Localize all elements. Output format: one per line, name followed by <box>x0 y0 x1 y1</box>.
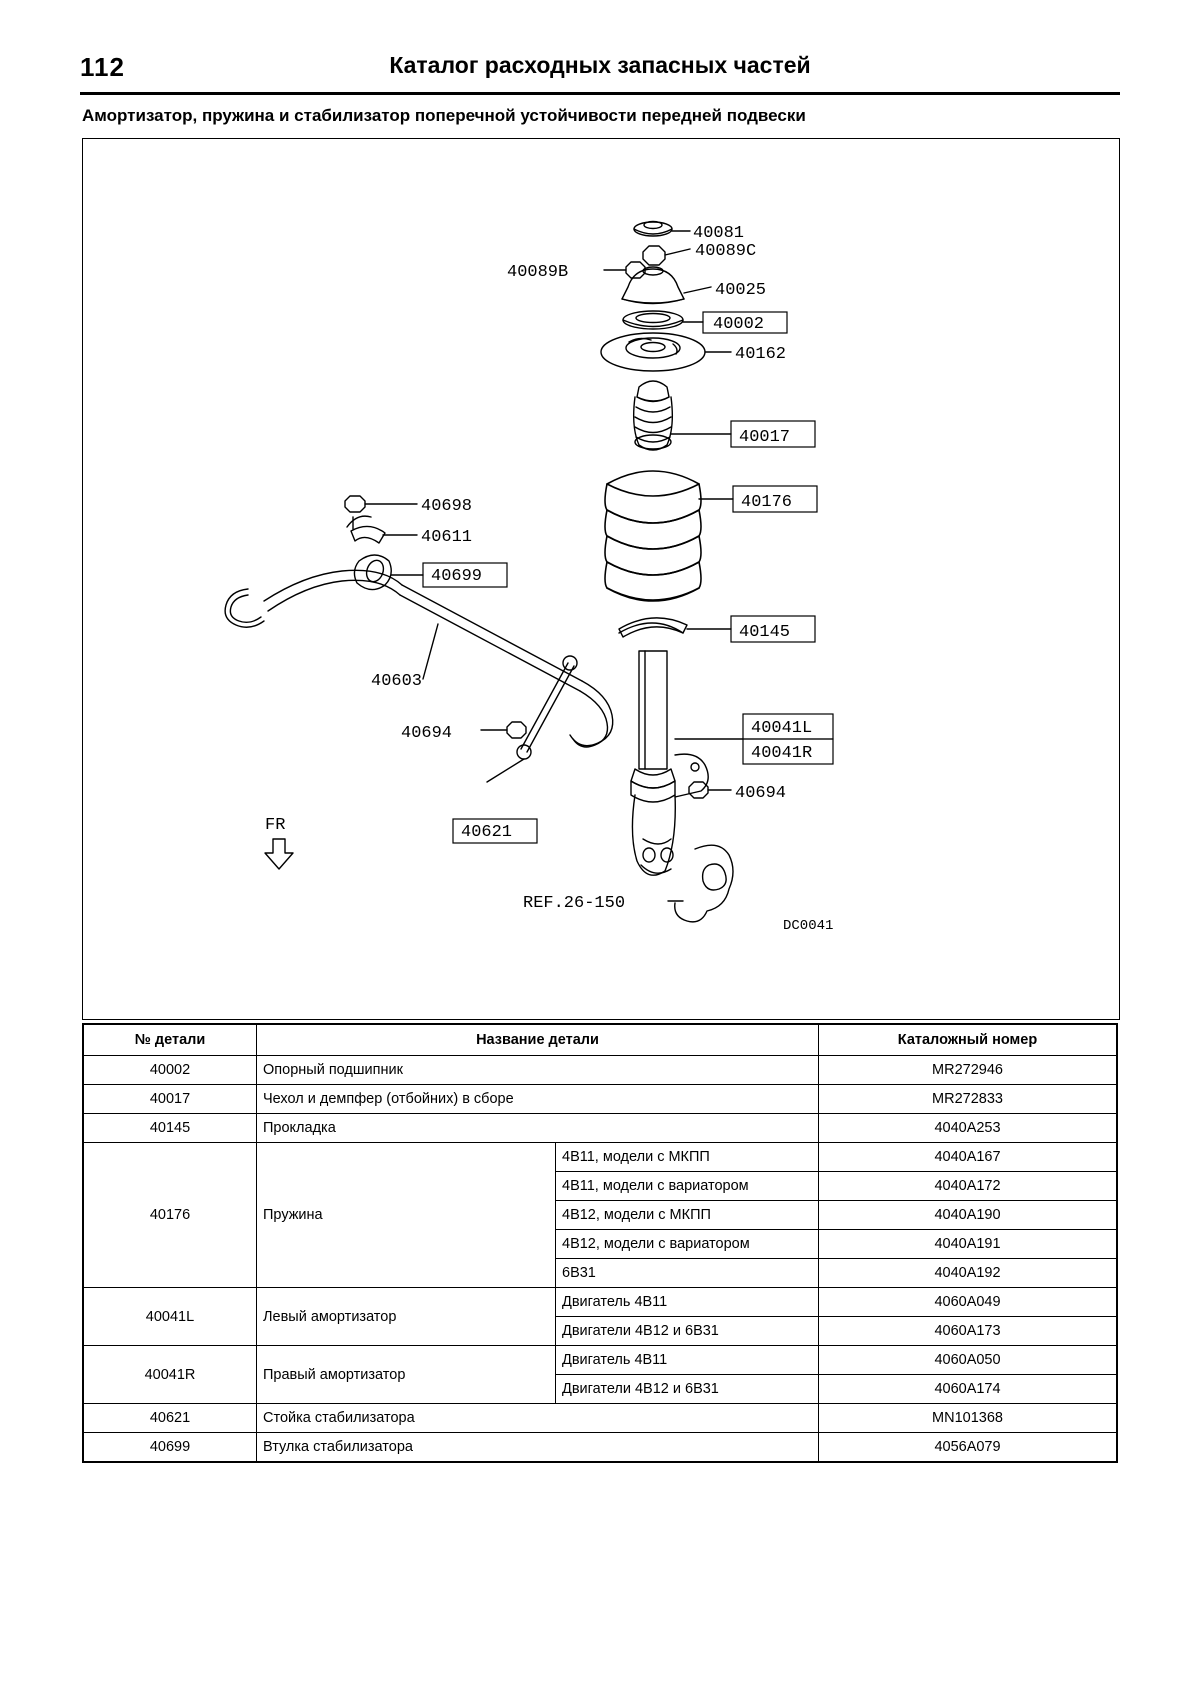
cell-part-no: 40699 <box>83 1433 257 1463</box>
svg-text:40017: 40017 <box>739 428 791 447</box>
col-header-catalog-no: Каталожный номер <box>819 1024 1118 1056</box>
table-row <box>83 1404 1117 1433</box>
cell-part-name: Левый амортизатор <box>257 1288 556 1346</box>
section-title: Амортизатор, пружина и стабилизатор поперечной устойчивости передней подвески <box>82 106 806 125</box>
svg-text:40603: 40603 <box>371 672 423 691</box>
cell-variant: 4В11, модели с вариатором <box>556 1172 819 1201</box>
table-row <box>83 1114 1117 1143</box>
cell-part-name: Втулка стабилизатора <box>257 1433 819 1463</box>
svg-text:FR: FR <box>265 816 286 835</box>
cell-catalog-no: MR272946 <box>819 1056 1118 1085</box>
svg-text:40041L: 40041L <box>751 719 813 738</box>
table-row <box>83 1346 1117 1375</box>
cell-variant: Двигатель 4В11 <box>556 1288 819 1317</box>
svg-text:40002: 40002 <box>713 315 765 334</box>
svg-text:40081: 40081 <box>693 224 745 243</box>
svg-text:40698: 40698 <box>421 497 473 516</box>
cell-part-no: 40176 <box>83 1143 257 1288</box>
table-header-row <box>83 1024 1117 1056</box>
cell-variant: 4В12, модели с МКПП <box>556 1201 819 1230</box>
cell-catalog-no: 4040A191 <box>819 1230 1118 1259</box>
svg-text:40089B: 40089B <box>507 263 569 282</box>
cell-catalog-no: 4056A079 <box>819 1433 1118 1463</box>
svg-text:40611: 40611 <box>421 528 473 547</box>
cell-catalog-no: MN101368 <box>819 1404 1118 1433</box>
cell-variant: Двигатели 4В12 и 6В31 <box>556 1375 819 1404</box>
svg-text:40694: 40694 <box>401 724 453 743</box>
svg-text:40041R: 40041R <box>751 744 813 763</box>
cell-part-name: Правый амортизатор <box>257 1346 556 1404</box>
svg-text:40162: 40162 <box>735 345 787 364</box>
cell-variant: 4В12, модели с вариатором <box>556 1230 819 1259</box>
cell-part-name: Чехол и демпфер (отбойниx) в сборе <box>257 1085 819 1114</box>
svg-text:40621: 40621 <box>461 823 513 842</box>
cell-catalog-no: 4040A167 <box>819 1143 1118 1172</box>
svg-text:40089C: 40089C <box>695 242 757 261</box>
cell-part-no: 40017 <box>83 1085 257 1114</box>
page-header <box>80 52 1120 92</box>
cell-part-no: 40041L <box>83 1288 257 1346</box>
cell-part-name: Прокладка <box>257 1114 819 1143</box>
table-row <box>83 1433 1117 1463</box>
cell-catalog-no: 4040A190 <box>819 1201 1118 1230</box>
cell-catalog-no: 4060A050 <box>819 1346 1118 1375</box>
parts-table <box>82 1023 1118 1463</box>
col-header-part-no: № детали <box>83 1024 257 1056</box>
cell-catalog-no: 4060A174 <box>819 1375 1118 1404</box>
table-row <box>83 1288 1117 1317</box>
cell-variant: 6В31 <box>556 1259 819 1288</box>
cell-part-no: 40002 <box>83 1056 257 1085</box>
table-row <box>83 1143 1117 1172</box>
cell-catalog-no: 4040A253 <box>819 1114 1118 1143</box>
cell-variant: Двигатель 4В11 <box>556 1346 819 1375</box>
page-number: 112 <box>80 52 125 82</box>
cell-part-name: Пружина <box>257 1143 556 1288</box>
exploded-diagram <box>82 138 1120 1020</box>
cell-part-name: Стойка стабилизатора <box>257 1404 819 1433</box>
table-row <box>83 1056 1117 1085</box>
cell-catalog-no: MR272833 <box>819 1085 1118 1114</box>
cell-catalog-no: 4060A049 <box>819 1288 1118 1317</box>
cell-part-no: 40145 <box>83 1114 257 1143</box>
svg-text:REF.26-150: REF.26-150 <box>523 894 626 913</box>
cell-catalog-no: 4040A192 <box>819 1259 1118 1288</box>
suspension-diagram-svg <box>83 139 1119 1019</box>
cell-part-no: 40041R <box>83 1346 257 1404</box>
cell-part-no: 40621 <box>83 1404 257 1433</box>
svg-text:40176: 40176 <box>741 493 793 512</box>
svg-text:40694: 40694 <box>735 784 787 803</box>
cell-part-name: Опорный подшипник <box>257 1056 819 1085</box>
table-row <box>83 1085 1117 1114</box>
svg-text:40145: 40145 <box>739 623 791 642</box>
svg-text:40025: 40025 <box>715 281 767 300</box>
svg-text:DC0041: DC0041 <box>783 918 834 934</box>
cell-catalog-no: 4040A172 <box>819 1172 1118 1201</box>
col-header-part-name: Название детали <box>257 1024 819 1056</box>
svg-text:40699: 40699 <box>431 567 483 586</box>
cell-variant: 4В11, модели с МКПП <box>556 1143 819 1172</box>
table-body <box>83 1056 1117 1463</box>
header-divider <box>80 92 1120 95</box>
cell-catalog-no: 4060A173 <box>819 1317 1118 1346</box>
page-title: Каталог расходных запасных частей <box>389 52 811 78</box>
cell-variant: Двигатели 4В12 и 6В31 <box>556 1317 819 1346</box>
